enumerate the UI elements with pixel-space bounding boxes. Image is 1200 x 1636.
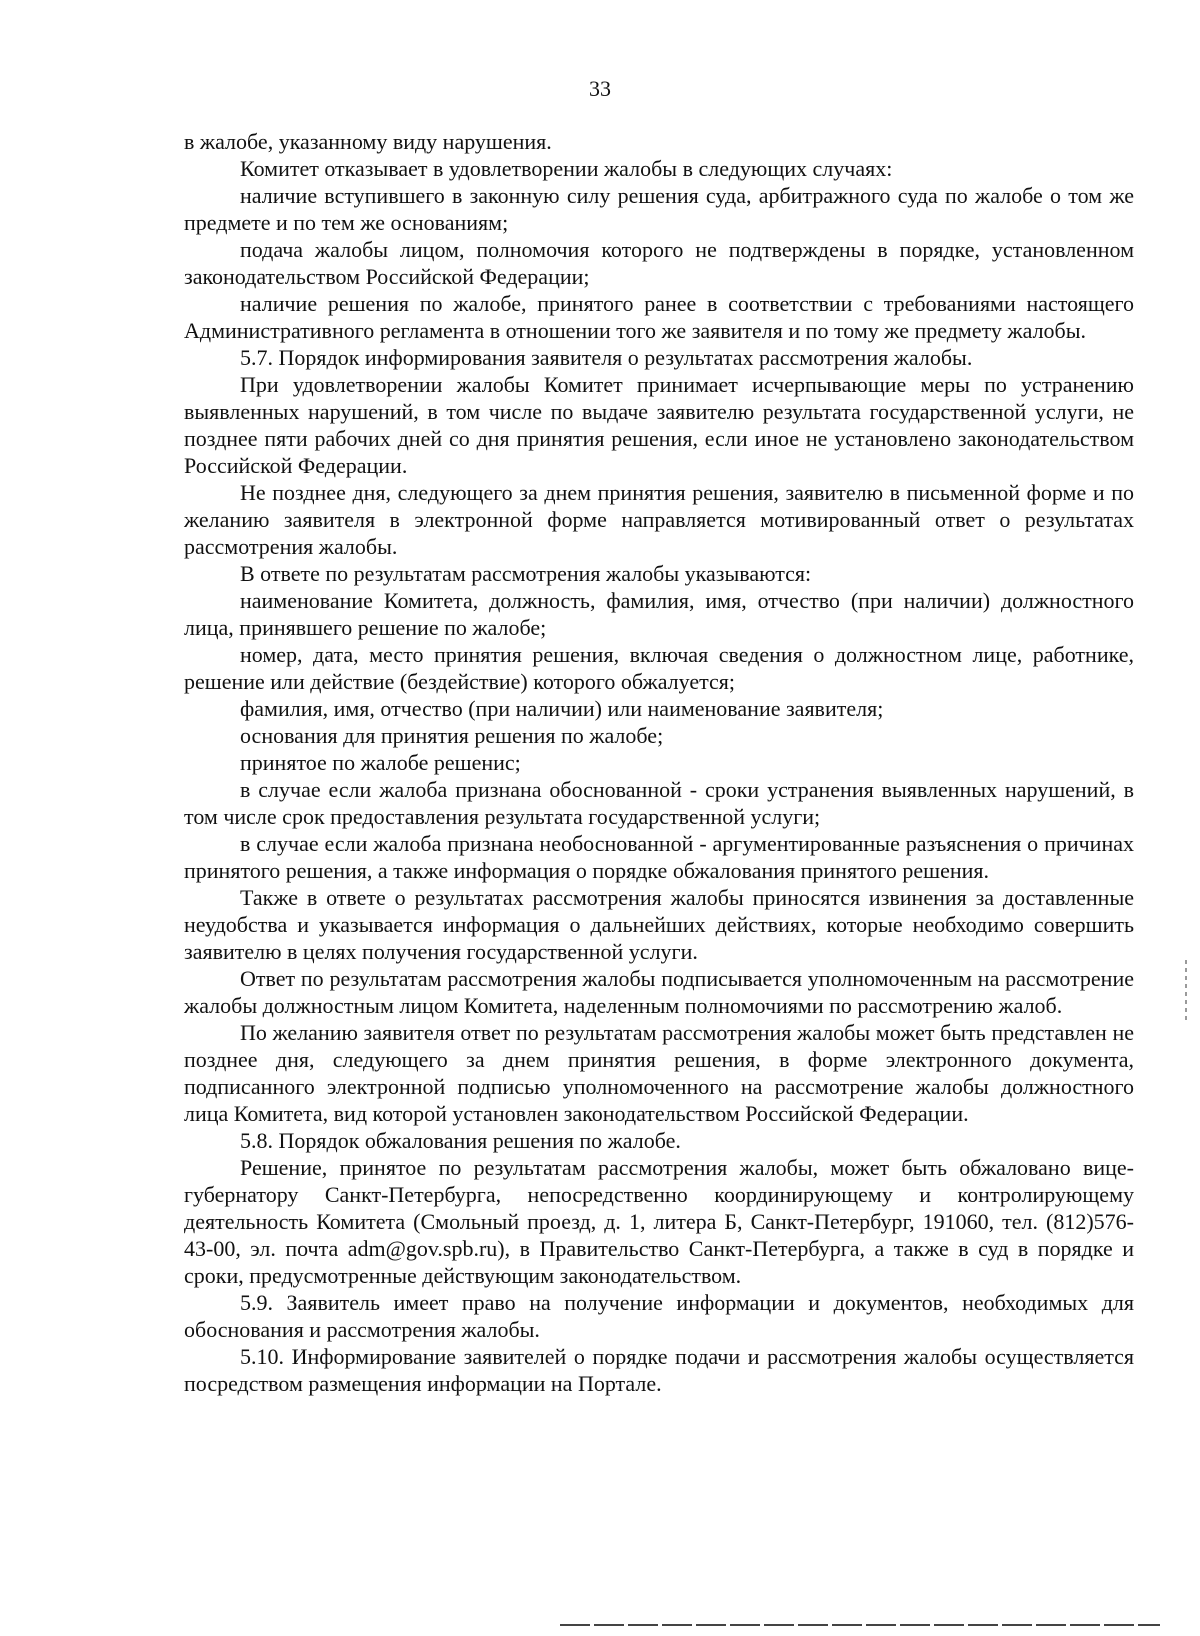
paragraph: принятое по жалобе решенис;: [240, 750, 521, 775]
paragraph: Также в ответе о результатах рассмотрения жалобы приносятся извинения за доставленные неудобства и указывается информация о дальнейших действиях, которые необходимо совершить заявителю в целях получения государственной услуги.: [184, 885, 1134, 964]
paragraph: Комитет отказывает в удовлетворении жалобы в следующих случаях:: [240, 156, 893, 181]
scan-artifact-mark: [1185, 960, 1187, 1020]
paragraph: наименование Комитета, должность, фамилия, имя, отчество (при наличии) должностного лица, принявшего решение по жалобе;: [184, 588, 1134, 640]
paragraph: в случае если жалоба признана обоснованной - сроки устранения выявленных нарушений, в том числе срок предоставления результата государственной услуги;: [184, 777, 1134, 829]
paragraph: основания для принятия решения по жалобе;: [240, 723, 664, 748]
paragraph: наличие решения по жалобе, принятого ранее в соответствии с требованиями настоящего Административного регламента в отношении того же заявителя и по тому же предмету жалобы.: [184, 291, 1134, 343]
paragraph: При удовлетворении жалобы Комитет принимает исчерпывающие меры по устранению выявленных нарушений, в том числе по выдаче заявителю результата государственной услуги, не позднее пяти рабочих дней со дня принятия решения, если иное не установлено законодательством Российской Федерации.: [184, 372, 1134, 478]
paragraph: 5.9. Заявитель имеет право на получение информации и документов, необходимых для обоснования и рассмотрения жалобы.: [184, 1290, 1134, 1342]
page-number: 33: [589, 76, 611, 101]
paragraph: фамилия, имя, отчество (при наличии) или наименование заявителя;: [240, 696, 884, 721]
paragraph: Ответ по результатам рассмотрения жалобы подписывается уполномоченным на рассмотрение жалобы должностным лицом Комитета, наделенным полномочиями по рассмотрению жалоб.: [184, 966, 1134, 1018]
paragraph: номер, дата, место принятия решения, включая сведения о должностном лице, работнике, решение или действие (бездействие) которого обжалуется;: [184, 642, 1134, 694]
paragraph: 5.10. Информирование заявителей о порядке подачи и рассмотрения жалобы осуществляется посредством размещения информации на Портале.: [184, 1344, 1134, 1396]
section-heading: 5.8. Порядок обжалования решения по жалобе.: [240, 1128, 681, 1153]
paragraph: Решение, принятое по результатам рассмотрения жалобы, может быть обжаловано вице-губернатору Санкт-Петербурга, непосредственно координирующему и контролирующему деятельность Комитета (Смольный проезд, д. 1, литера Б, Санкт-Петербург, 191060, тел. (812)576-43-00, эл. почта adm@gov.spb.ru), в Правительство Санкт-Петербурга, а также в суд в порядке и сроки, предусмотренные действующим законодательством.: [184, 1155, 1134, 1288]
paragraph: подача жалобы лицом, полномочия которого не подтверждены в порядке, установленном законодательством Российской Федерации;: [184, 237, 1134, 289]
document-body: [184, 128, 1134, 1397]
paragraph: в случае если жалоба признана необоснованной - аргументированные разъяснения о причинах принятого решения, а также информация о порядке обжалования принятого решения.: [184, 831, 1134, 883]
section-heading: 5.7. Порядок информирования заявителя о результатах рассмотрения жалобы.: [240, 345, 973, 370]
paragraph: В ответе по результатам рассмотрения жалобы указываются:: [240, 561, 812, 586]
paragraph: наличие вступившего в законную силу решения суда, арбитражного суда по жалобе о том же предмете и по тем же основаниям;: [184, 183, 1134, 235]
paragraph: в жалобе, указанному виду нарушения.: [184, 129, 552, 154]
paragraph: По желанию заявителя ответ по результатам рассмотрения жалобы может быть представлен не позднее дня, следующего за днем принятия решения, в форме электронного документа, подписанного электронной подписью уполномоченного на рассмотрение жалобы должностного лица Комитета, вид которой установлен законодательством Российской Федерации.: [184, 1020, 1134, 1126]
paragraph: Не позднее дня, следующего за днем принятия решения, заявителю в письменной форме и по желанию заявителя в электронной форме направляется мотивированный ответ о результатах рассмотрения жалобы.: [184, 480, 1134, 559]
footer-dashed-line: [560, 1624, 1160, 1626]
